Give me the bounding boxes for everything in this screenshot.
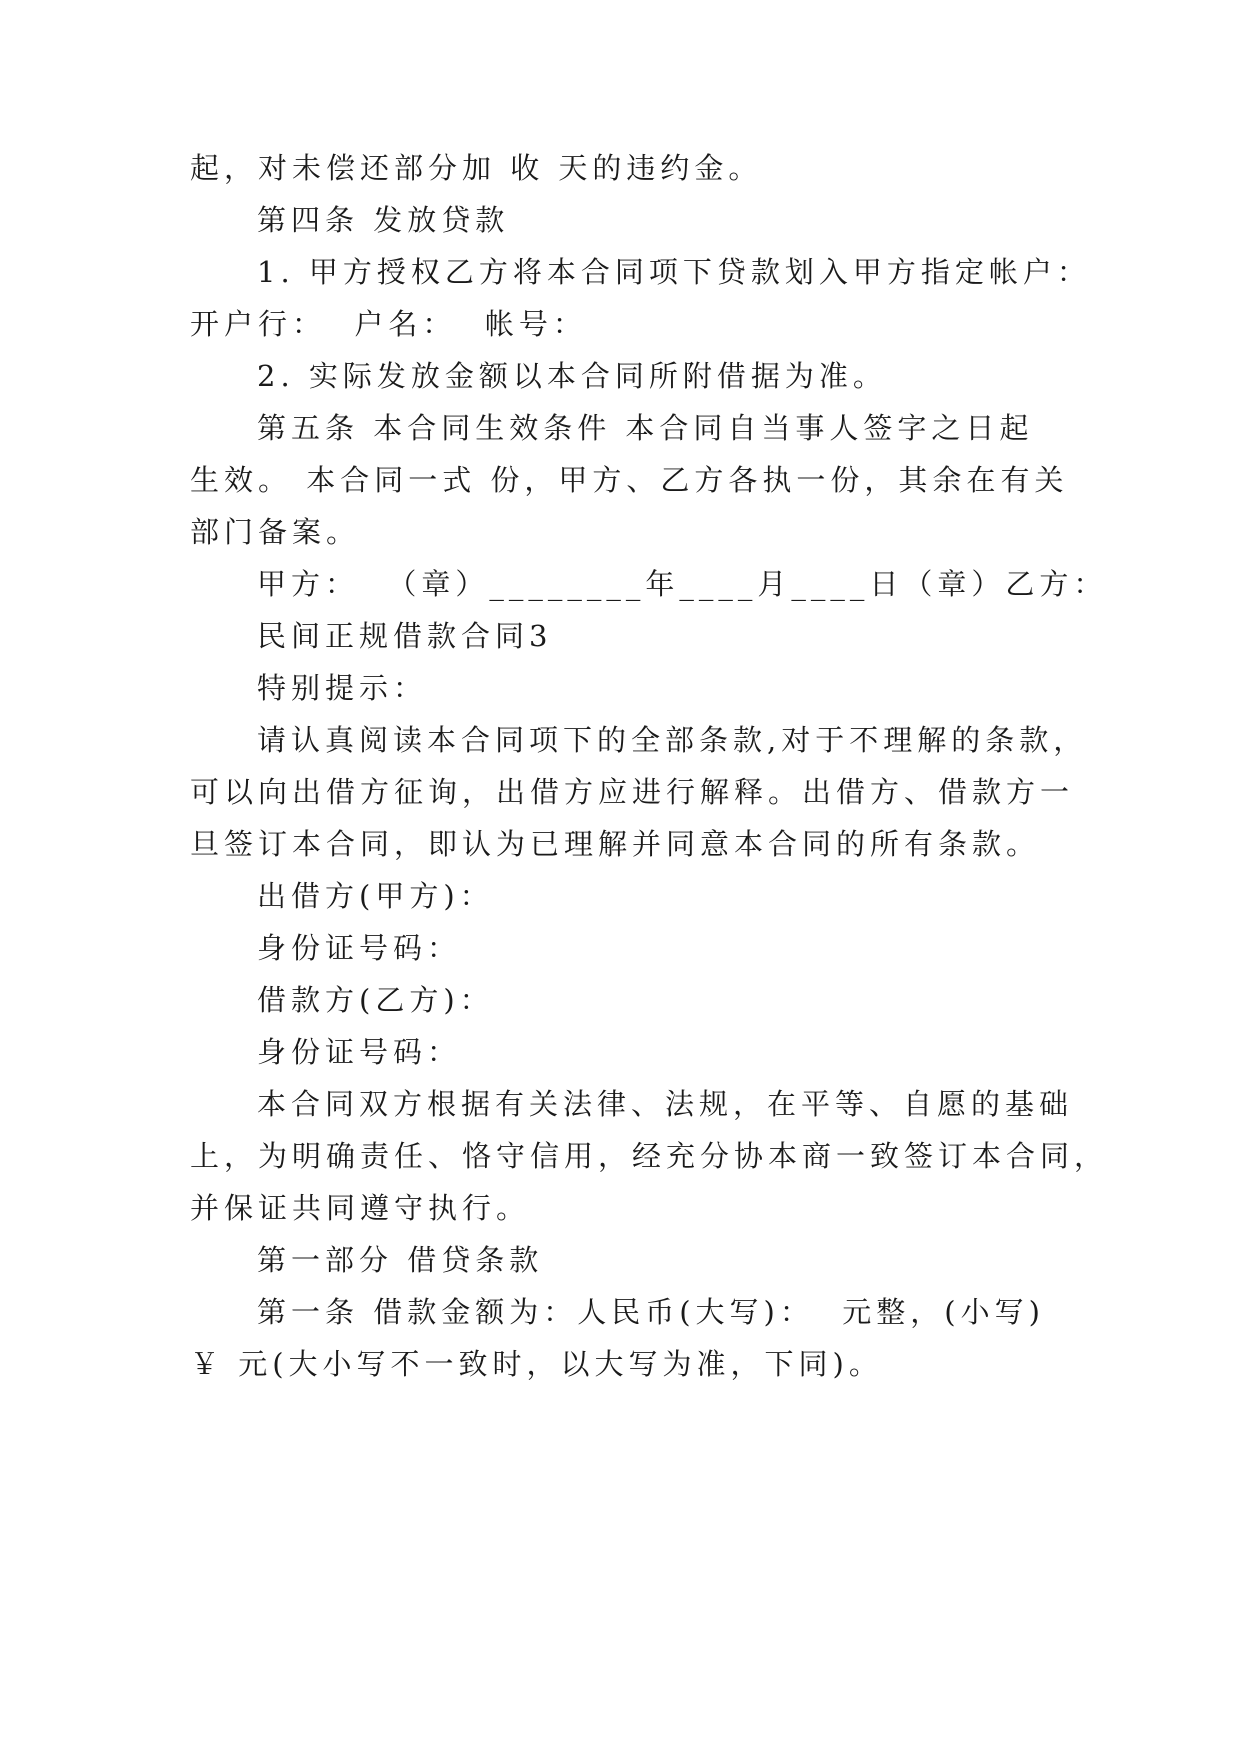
text-line: 本合同双方根据有关法律、法规，在平等、自愿的基础 (257, 1087, 1074, 1121)
text-line: 第五条 本合同生效条件 本合同自当事人签字之日起 (257, 411, 1034, 445)
text-line: ￥ 元(大小写不一致时，以大写为准，下同)。 (190, 1347, 883, 1381)
text-line: 并保证共同遵守执行。 (190, 1191, 531, 1225)
text-line: 开户行： 户名： 帐号： (190, 307, 587, 341)
borrower-field: 借款方(乙方)： (257, 983, 494, 1017)
id-number-field: 身份证号码： (257, 1035, 462, 1069)
text-line: 可以向出借方征询，出借方应进行解释。出借方、借款方一 (190, 775, 1075, 809)
signature-line: 甲方： （章）________年____月____日（章）乙方： (257, 567, 1108, 601)
text-line: 第一条 借款金额为：人民币(大写)： 元整，(小写) (257, 1295, 1045, 1329)
lender-field: 出借方(甲方)： (257, 879, 494, 913)
text-line: 生效。 本合同一式 份，甲方、乙方各执一份，其余在有关 (190, 463, 1069, 497)
id-number-field: 身份证号码： (257, 931, 462, 965)
text-line: 起，对未偿还部分加 收 天的违约金。 (190, 151, 763, 185)
text-line: 旦签订本合同，即认为已理解并同意本合同的所有条款。 (190, 827, 1041, 861)
text-line: 第四条 发放贷款 (257, 203, 510, 237)
text-line: 上，为明确责任、恪守信用，经充分协本商一致签订本合同， (190, 1139, 1109, 1173)
text-line: 部门备案。 (190, 515, 361, 549)
text-line: 1. 甲方授权乙方将本合同项下贷款划入甲方指定帐户： (257, 255, 1091, 289)
section-title: 民间正规借款合同3 (257, 619, 553, 653)
section-heading: 第一部分 借贷条款 (257, 1243, 544, 1277)
text-line: 请认真阅读本合同项下的全部条款,对于不理解的条款， (257, 723, 1088, 757)
text-line: 2. 实际发放金额以本合同所附借据为准。 (257, 359, 887, 393)
text-line: 特别提示： (257, 671, 428, 705)
